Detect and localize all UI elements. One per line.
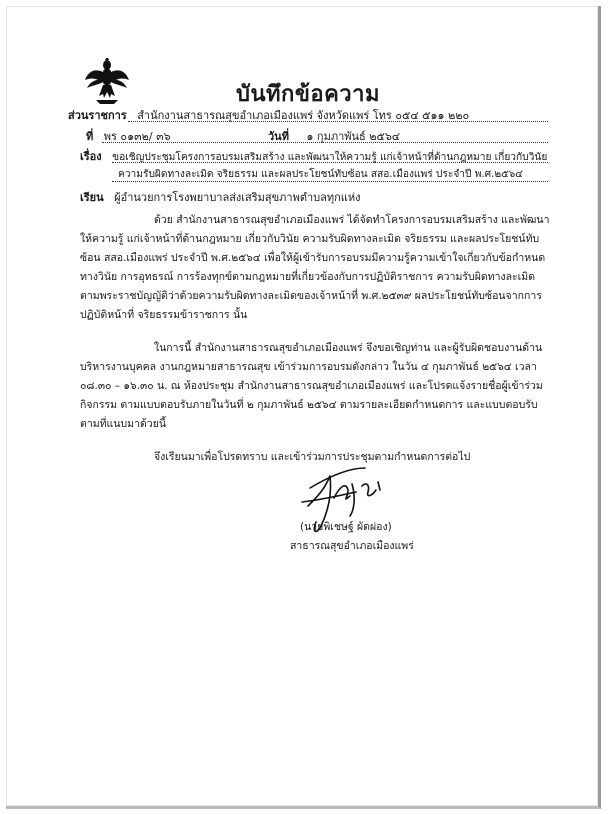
paragraph-2-line: ตามที่แนบมาด้วยนี้ [80,418,167,430]
memo-title: บันทึกข้อความ [236,82,381,107]
signer-position: สาธารณสุขอำเภอเมืองแพร่ [290,540,414,552]
paragraph-1-line: ทางวินัย การอุทธรณ์ การร้องทุกข์ตามกฎหมายที่เกี่ยวข้องกับการปฏิบัติราชการ ความรับผิดทางละเมิด [80,271,536,283]
subject-line-1: ขอเชิญประชุมโครงการอบรมเสริมสร้าง และพัฒนาให้ความรู้ แก่เจ้าหน้าที่ด้านกฎหมาย เกี่ยวกับวินัย [112,152,548,163]
paragraph-2-line: กิจกรรม ตามแบบตอบรับภายในวันที่ ๒ กุมภาพันธ์ ๒๕๖๔ ตามรายละเอียดกำหนดการ และแบบตอบรับ [80,399,538,411]
agency-dotline [128,121,548,122]
garuda-emblem-icon [84,58,130,106]
date-value: ๑ กุมภาพันธ์ ๒๕๖๔ [306,130,401,143]
ref-label: ที่ [86,130,94,143]
agency-value: สำนักงานสาธารณสุขอำเภอเมืองแพร่ จังหวัดแพร่ โทร ๐๕๔ ๕๑๑ ๒๒๐ [137,109,470,122]
closing-text: จึงเรียนมาเพื่อโปรดทราบ และเข้าร่วมการประชุมตามกำหนดการต่อไป [154,451,471,463]
memo-page [6,6,601,809]
paragraph-1-line: ปฏิบัติหน้าที่ จริยธรรมข้าราชการ นั้น [80,309,248,321]
to-row [80,188,361,206]
paragraph-2-line: ๐๘.๓๐ – ๑๖.๓๐ น. ณ ห้องประชุม สำนักงานสาธารณสุขอำเภอเมืองแพร่ และโปรดแจ้งรายชื่อผู้เข้าร่วม [80,380,543,392]
paragraph-1-line: ตามพระราชบัญญัติว่าด้วยความรับผิดทางละเมิดของเจ้าหน้าที่ พ.ศ.๒๕๓๙ ผลประโยชน์ทับซ้อนจากการ [80,290,542,302]
subject-dotline-1 [112,162,548,163]
subject-line-2: ความรับผิดทางละเมิด จริยธรรม และผลประโยชน์ทับซ้อน สสอ.เมืองแพร่ ประจำปี พ.ศ.๒๕๖๔ [118,169,523,180]
paragraph-1-line: ซ้อน สสอ.เมืองแพร่ ประจำปี พ.ศ.๒๕๖๔ เพื่อให้ผู้เข้ารับการอบรมมีความรู้ความเข้าใจเกี่ยวกับข้อกำหนด [80,252,546,264]
subject-dotline-2 [112,181,548,182]
agency-label: ส่วนราชการ [68,109,127,122]
subject-label: เรื่อง [80,150,102,163]
date-label: วันที่ [268,130,289,143]
paragraph-1-line: ด้วย สำนักงานสาธารณสุขอำเภอเมืองแพร่ ได้จัดทำโครงการอบรมเสริมสร้าง และพัฒนา [154,214,550,226]
paragraph-2-line: บริหารงานบุคคล งานกฎหมายสาธารณสุข เข้าร่วมการอบรมดังกล่าว ในวัน ๔ กุมภาพันธ์ ๒๕๖๔ เวลา [80,361,537,373]
signer-name: (นายพิเชษฐ์ ผัดผ่อง) [300,521,392,533]
to-label: เรียน [80,191,104,204]
ref-value: พร ๐๑๓๒/ ๓๖ [103,130,171,143]
paragraph-1-line: ให้ความรู้ แก่เจ้าหน้าที่ด้านกฎหมาย เกี่ยวกับวินัย ความรับผิดทางละเมิด จริยธรรม และผลประโยชน์ทับ [80,233,540,245]
ref-dotline [102,142,548,143]
paragraph-2-line: ในการนี้ สำนักงานสาธารณสุขอำเภอเมืองแพร่ จึงขอเชิญท่าน และผู้รับผิดชอบงานด้าน [154,342,543,354]
to-value: ผู้อำนวยการโรงพยาบาลส่งเสริมสุขภาพตำบลทุกแห่ง [114,191,361,204]
